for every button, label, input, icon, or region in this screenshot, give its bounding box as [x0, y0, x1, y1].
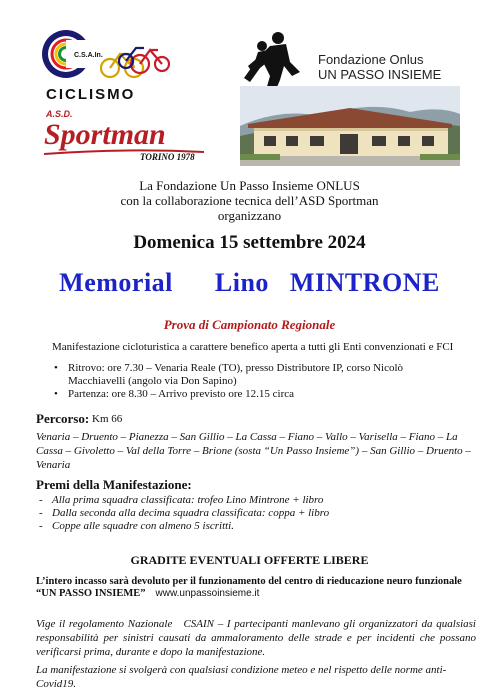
incasso-line-1: L’intero incasso sarà devoluto per il funzionamento del centro di rieducazione neuro funzionale: [36, 576, 462, 587]
intro-line-3: organizzano: [217, 208, 282, 223]
incasso-line-2: “UN PASSO INSIEME”: [36, 588, 146, 599]
event-description: Manifestazione cicloturistica a carattere benefico aperta a tutti gli Enti convenzionati e FCI: [52, 341, 454, 353]
premi-item: - Alla prima squadra classificata: trofeo Lino Mintrone + libro: [36, 494, 466, 507]
premi-item: - Dalla seconda alla decima squadra classificata: coppa + libro: [36, 507, 466, 520]
schedule-ritrovo: • Ritrovo: ore 7.30 – Venaria Reale (TO), presso Distributore IP, corso Nicolò Macchiavelli (angolo via Don Sapino): [52, 362, 457, 388]
event-date: Domenica 15 settembre 2024: [133, 232, 366, 253]
offerte-heading: GRADITE EVENTUALI OFFERTE LIBERE: [130, 553, 369, 567]
sportman-logo: Sportman: [44, 118, 166, 151]
foundation-building-photo: [240, 86, 460, 166]
intro-line-1: La Fondazione Un Passo Insieme ONLUS: [139, 178, 360, 193]
website-link[interactable]: www.unpassoinsieme.it: [155, 588, 260, 599]
incasso-text: [36, 576, 476, 600]
event-title: Memorial Lino MINTRONE: [59, 268, 440, 297]
foundation-name-line2: UN PASSO INSIEME: [318, 67, 442, 82]
csain-cycling-logo: [40, 28, 170, 86]
svg-text:C.S.A.In.: C.S.A.In.: [74, 52, 103, 59]
asd-prefix: A.S.D.: [46, 109, 73, 119]
premi-list: [36, 494, 466, 533]
club-name: CICLISMO: [46, 86, 136, 103]
event-subtitle: Prova di Campionato Regionale: [163, 317, 336, 332]
covid-note: La manifestazione si svolgerà con qualsiasi condizione meteo e nel rispetto delle norme anti-Covid19.: [36, 664, 447, 690]
premi-item: - Coppe alle squadre con almeno 5 iscritti.: [36, 520, 466, 533]
percorso-label: Percorso:: [36, 411, 90, 426]
schedule-list: [52, 362, 457, 401]
sportman-tagline: TORINO 1978: [140, 152, 195, 162]
percorso-km: Km 66: [92, 413, 123, 425]
regolamento-text: Vige il regolamento Nazionale CSAIN – I partecipanti manlevano gli organizzatori da qualsiasi responsabilità per sinistri causati da ammaloramento delle strade e per incidenti che possano verificarsi prima, durante e dopo la manifestazione.: [36, 618, 479, 658]
foundation-name-line1: Fondazione Onlus: [318, 52, 424, 67]
intro-text: [0, 178, 499, 223]
premi-label: Premi della Manifestazione:: [36, 477, 192, 492]
intro-line-2: con la collaborazione tecnica dell’ASD Sportman: [120, 193, 379, 208]
percorso-route: Venaria – Druento – Pianezza – San Gillio – La Cassa – Fiano – Vallo – Varisella – Fiano – La Cassa – Givoletto – Val della Torre – Brione (sosta “Un Passo Insieme”) – San Gillio – Druento – Venaria: [36, 431, 471, 471]
schedule-partenza: • Partenza: ore 8.30 – Arrivo previsto ore 12.15 circa: [52, 388, 457, 401]
